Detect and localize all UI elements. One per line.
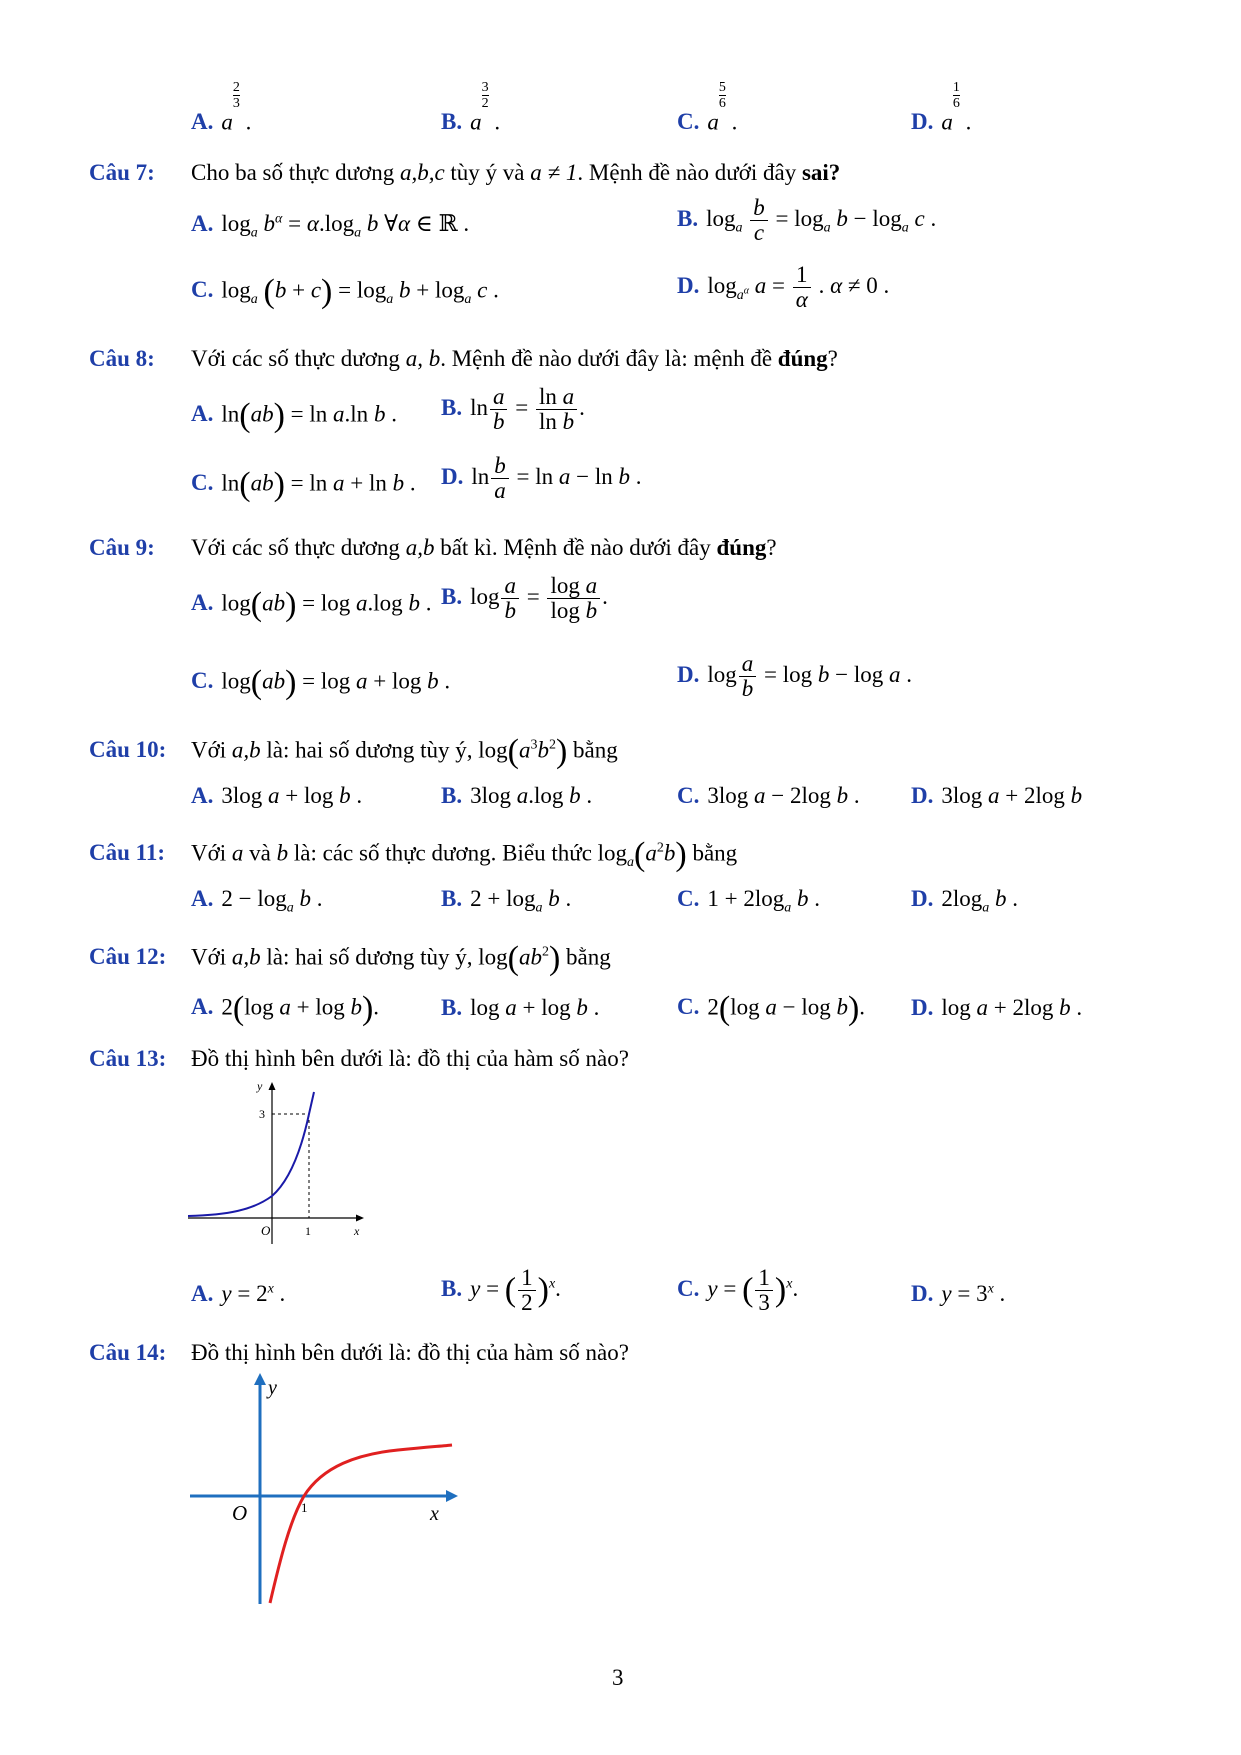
q13-y-arrow bbox=[269, 1082, 276, 1090]
q8-option-d: D. ln $\frac{b}{a}$ = ln a − ln b . bbox=[441, 453, 642, 504]
q9-option-c: C. log(ab) = log a + log b . bbox=[191, 664, 451, 701]
q10-text: Với a,b là: hai số dương tùy ý, $\log(a^3b^2)$ bằng bbox=[191, 733, 618, 770]
q13-origin: O bbox=[261, 1223, 271, 1238]
page-number: 3 bbox=[612, 1665, 624, 1690]
q11-option-a: A. $2 - \log_a b$ . bbox=[191, 886, 323, 916]
q9-option-b: B. log $\frac{a}{b}$ = $\frac{\text{log a}}{\text{log b}}$ . bbox=[441, 573, 608, 624]
q12-option-c: C. 2(log a − log b). bbox=[677, 990, 866, 1027]
q12-label: Câu 12: bbox=[89, 944, 167, 969]
q13-option-b: B. y = ( $\frac{1}{2}$ )$^x$. bbox=[441, 1265, 561, 1316]
q8-option-a: A. ln(ab) = ln a.ln b . bbox=[191, 397, 397, 434]
q10-option-a: A. 3log a + log b . bbox=[191, 783, 363, 808]
q14-text: Đồ thị hình bên dưới là: đồ thị của hàm số nào? bbox=[191, 1340, 629, 1365]
q13-graph bbox=[188, 1078, 368, 1244]
q11-option-d: D. $2\log_a$ b . bbox=[911, 886, 1019, 916]
q12-option-b: B. log a + log b . bbox=[441, 995, 600, 1020]
q10-option-b: B. 3log a.log b . bbox=[441, 783, 593, 808]
q13-y-tick: 3 bbox=[259, 1107, 265, 1121]
q13-option-c: C. y = ( $\frac{1}{3}$ )$^x$. bbox=[677, 1265, 799, 1316]
q8-label: Câu 8: bbox=[89, 346, 155, 371]
q13-option-d: D. $y = 3^x$ . bbox=[911, 1281, 1006, 1306]
q11-option-b: B. $2 + \log_a b$ . bbox=[441, 886, 572, 916]
q13-text: Đồ thị hình bên dưới là: đồ thị của hàm số nào? bbox=[191, 1046, 629, 1071]
q7-option-c: C. $\log_a (b + c) = \log_a b + \log_a c$ . bbox=[191, 273, 499, 310]
q12-option-d: D. log a + 2log b . bbox=[911, 995, 1083, 1020]
q9-text: Với các số thực dương a,b bất kì. Mệnh đề nào dưới đây đúng? bbox=[191, 535, 777, 560]
q9-option-d: D. log $\frac{a}{b}$ = log b − log a . bbox=[677, 651, 913, 702]
q14-y-arrow bbox=[254, 1373, 266, 1385]
q14-curve bbox=[270, 1445, 452, 1603]
q14-x-label: x bbox=[430, 1503, 439, 1525]
q10-label: Câu 10: bbox=[89, 737, 167, 762]
q8-option-b: B. ln $\frac{a}{b}$ = $\frac{\text{ln a}}{\text{ln b}}$ . bbox=[441, 384, 585, 435]
q6-option-c: C. a $\frac{5}{6}$ . bbox=[677, 80, 738, 135]
q13-y-label: y bbox=[257, 1079, 263, 1093]
q9-label: Câu 9: bbox=[89, 535, 155, 560]
q7-option-d: D. $\log_{a^\alpha} a$ = $\frac{1}{\alpha}$ . α ≠ 0 . bbox=[677, 262, 890, 313]
q10-option-c: C. 3log a − 2log b . bbox=[677, 783, 860, 808]
q14-graph bbox=[188, 1370, 458, 1605]
q14-x-arrow bbox=[446, 1490, 458, 1502]
q14-x-tick: 1 bbox=[301, 1500, 308, 1515]
q13-x-label: x bbox=[354, 1224, 360, 1238]
q12-text: Với a,b là: hai số dương tùy ý, $\log(ab^2)$ bằng bbox=[191, 940, 611, 977]
q11-option-c: C. $1 + 2\log_a$ b . bbox=[677, 886, 820, 916]
q7-label: Câu 7: bbox=[89, 160, 155, 185]
q13-option-a: A. $y = 2^x$ . bbox=[191, 1281, 286, 1306]
q9-option-a: A. log(ab) = log a.log b . bbox=[191, 586, 432, 623]
q7-option-b: B. $\log_a$ $\frac{b}{c}$ = $\log_a b - \log_a c$ . bbox=[677, 195, 937, 246]
q11-text: Với a và b là: các số thực dương. Biểu thức $\log_a(a^2b)$ bằng bbox=[191, 836, 738, 873]
q14-label: Câu 14: bbox=[89, 1340, 167, 1365]
q11-label: Câu 11: bbox=[89, 840, 166, 865]
q7-option-a: A. $\log_a b^\alpha = \alpha.\log_a$ b ∀α ∈ ℝ . bbox=[191, 211, 470, 241]
q12-option-a: A. 2(log a + log b). bbox=[191, 990, 380, 1027]
q13-curve bbox=[188, 1092, 314, 1216]
q13-x-tick: 1 bbox=[305, 1224, 311, 1238]
q6-option-a: A. a $\frac{2}{3}$ . bbox=[191, 80, 252, 135]
q8-option-c: C. ln(ab) = ln a + ln b . bbox=[191, 466, 416, 503]
q7-text: Cho ba số thực dương a,b,c tùy ý và a ≠ 1. Mệnh đề nào dưới đây sai? bbox=[191, 160, 841, 185]
q14-origin: O bbox=[232, 1501, 248, 1525]
q6-option-b: B. a $\frac{3}{2}$ . bbox=[441, 80, 501, 135]
q10-option-d: D. 3log a + 2log b bbox=[911, 783, 1083, 808]
q6-option-d: D. a $\frac{1}{6}$ . bbox=[911, 80, 972, 135]
q13-x-arrow bbox=[356, 1215, 364, 1222]
q8-text: Với các số thực dương a, b. Mệnh đề nào dưới đây là: mệnh đề đúng? bbox=[191, 346, 838, 371]
q14-y-label: y bbox=[268, 1377, 277, 1399]
q13-label: Câu 13: bbox=[89, 1046, 167, 1071]
